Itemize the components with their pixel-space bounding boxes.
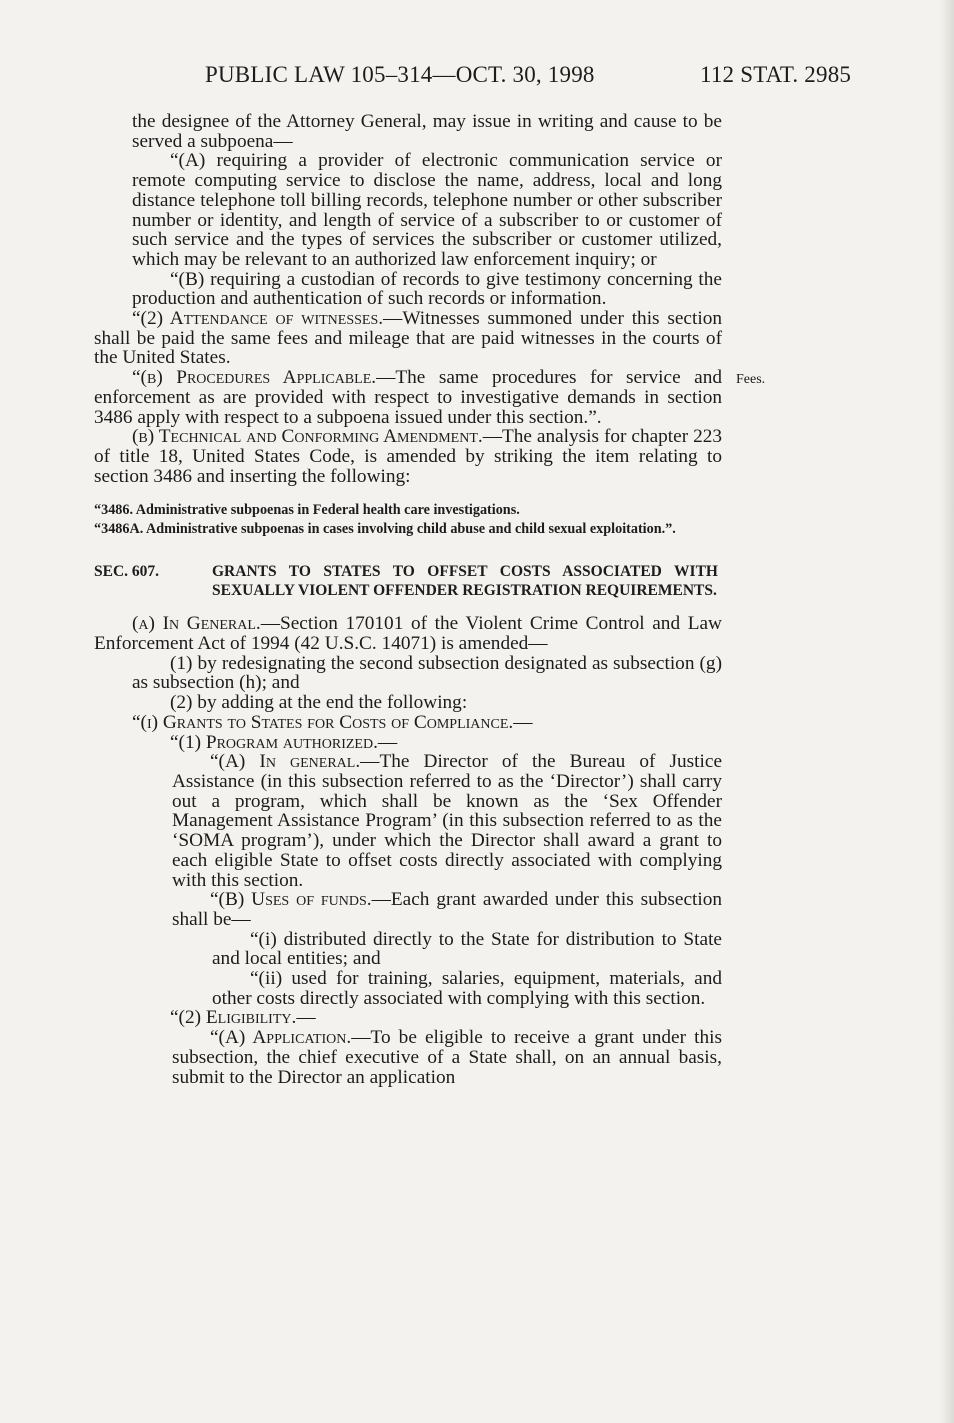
paragraph-text: —The Director of the Bureau of Justice Assistance (in this subsection referred to as the ‘Director’) shall carry out a program, which shall be known as the ‘Sex Offender Management Assistance Program’ (in this subsection referred to as the ‘SOMA program’), under which the Director shall award a grant to each eligible State to offset costs directly associated with complying with this section. <box>172 751 723 891</box>
paragraph-text: —To be eligible to receive a grant under this subsection, the chief executive of a State shall, on an annual basis, submit to the Director an application <box>172 1027 722 1088</box>
toc-item: “3486A. Administrative subpoenas in cases involving child abuse and child sexual exploitation.”. <box>94 521 676 538</box>
paragraph: “(2) Eligibility.— <box>170 1007 316 1029</box>
running-header <box>0 62 954 94</box>
paragraph <box>94 890 722 929</box>
paragraph-heading: “(2) Attendance of witnesses. <box>132 308 384 330</box>
paragraph <box>94 368 722 427</box>
table-of-sections <box>94 502 722 537</box>
section-title: GRANTS TO STATES TO OFFSET COSTS ASSOCIATED WITH SEXUALLY VIOLENT OFFENDER REGISTRATION REQUIREMENTS. <box>212 563 718 599</box>
paragraph: “(1) Program authorized.— <box>170 731 398 753</box>
paragraph-heading: “(B) Uses of funds. <box>210 889 372 911</box>
paragraph: (1) by redesignating the second subsection designated as subsection (g) as subsection (h); and <box>132 652 722 694</box>
paragraph: “(A) requiring a provider of electronic communication service or remote computing service to disclose the name, address, local and long distance telephone toll billing records, telephone number or other subscriber number or identity, and length of service of a subscriber to or customer of such service and the types of services the subscriber or customer utilized, which may be relevant to an authorized law enforcement inquiry; or <box>132 150 722 270</box>
paragraph-heading: (b) Technical and Conforming Amendment. <box>132 426 483 448</box>
paragraph <box>94 427 722 486</box>
paragraph: “(i) distributed directly to the State for distribution to State and local entities; and <box>212 928 722 970</box>
paragraph-text: —Each grant awarded under this subsection shall be— <box>172 889 722 930</box>
toc-item: “3486. Administrative subpoenas in Federal health care investigations. <box>94 502 520 519</box>
paragraph-heading: “(A) Application. <box>210 1027 352 1049</box>
paragraph: (2) by adding at the end the following: <box>170 692 468 714</box>
paragraph-text: —The analysis for chapter 223 of title 18, United States Code, is amended by striking the item relating to section 3486 and inserting the following: <box>94 426 722 487</box>
paragraph <box>94 1028 722 1087</box>
section-number: SEC. 607. <box>94 563 160 581</box>
public-law-citation: PUBLIC LAW 105–314—OCT. 30, 1998 <box>205 62 595 87</box>
page-edge-shadow <box>940 0 954 1423</box>
paragraph: “(i) Grants to States for Costs of Compliance.— <box>132 711 533 733</box>
paragraph <box>94 614 722 653</box>
paragraph-text: —Section 170101 of the Violent Crime Control and Law Enforcement Act of 1994 (42 U.S.C. 14071) is amended— <box>94 613 722 655</box>
paragraph-heading: “(b) Procedures Applicable. <box>132 367 377 389</box>
document-body <box>94 112 722 1087</box>
paragraph <box>94 752 722 890</box>
paragraph-text: —The same procedures for service and enforcement as are provided with respect to investigative demands in section 3486 apply with respect to a subpoena issued under this section.”. <box>94 367 722 428</box>
margin-note-fees: Fees. <box>736 372 766 387</box>
paragraph-heading: “(A) In general. <box>210 751 361 773</box>
statute-page-number: 112 STAT. 2985 <box>700 62 852 87</box>
paragraph-text: —Witnesses summoned under this section shall be paid the same fees and mileage that are paid witnesses in the courts of the United States. <box>94 308 722 369</box>
paragraph: “(B) requiring a custodian of records to give testimony concerning the production and authentication of such records or information. <box>132 268 722 310</box>
paragraph-heading: (a) In General. <box>132 613 261 635</box>
section-heading <box>94 563 722 600</box>
paragraph: the designee of the Attorney General, may issue in writing and cause to be served a subpoena— <box>132 111 722 152</box>
paragraph: “(ii) used for training, salaries, equipment, materials, and other costs directly associated with complying with this section. <box>212 968 722 1009</box>
paragraph <box>94 309 722 368</box>
